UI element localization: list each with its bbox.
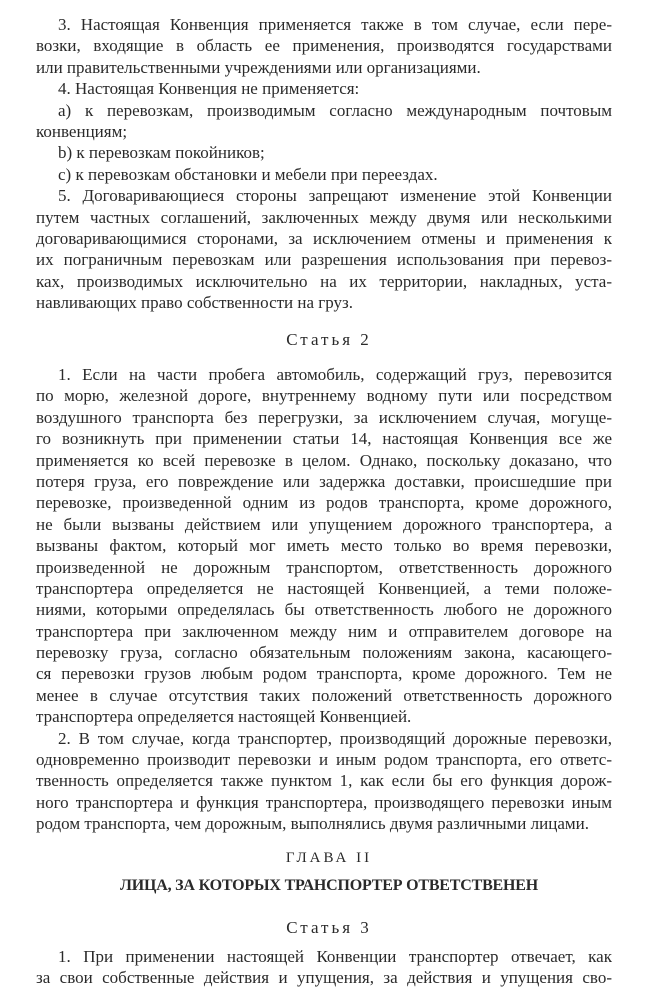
text-line: твенность определяется также пунктом 1, как если бы его функция дорож- — [36, 771, 612, 791]
paragraph — [36, 164, 612, 185]
article-3-text — [36, 946, 612, 989]
paragraph — [36, 364, 612, 728]
text-line: не были вызваны действием или упущением дорожного транспортера, а — [36, 514, 612, 534]
text-line: ного транспортера и функция транспортера, производящего перевозки иным — [36, 792, 612, 812]
text-line: ся перевозки грузов любым родом транспорта, кроме дорожного. Тем не — [36, 664, 612, 684]
article-2-heading: Статья 2 — [286, 330, 372, 349]
text-line: 4. Настоящая Конвенция не применяется: — [58, 79, 360, 99]
text-line: по морю, железной дороге, внутреннему водному пути или посредством — [36, 386, 612, 406]
text-line: 3. Настоящая Конвенция применяется также в том случае, если пере- — [58, 15, 612, 34]
text-line: а) к перевозкам, производимым согласно международным почтовым — [58, 100, 612, 120]
text-line: перевозку груза, согласно обязательным положениям закона, касающего- — [36, 643, 612, 663]
text-line: применяется ко всей перевозке в целом. Однако, поскольку доказано, что — [36, 450, 612, 470]
text-line: b) к перевозкам покойников; — [58, 143, 265, 163]
paragraph — [36, 185, 612, 313]
chapter-label: ГЛАВА II — [285, 850, 373, 866]
text-line: 1. Если на части пробега автомобиль, содержащий груз, перевозится — [58, 365, 612, 384]
text-line: ниями, которыми определялась бы ответственность любого не дорожного — [36, 600, 612, 620]
text-line: вызваны фактом, который мог иметь место только во время перевозки, — [36, 536, 612, 556]
text-line: с) к перевозкам обстановки и мебели при переездах. — [58, 164, 438, 184]
text-line: навливающих право собственности на груз. — [36, 293, 354, 313]
text-line: транспортера определяется настоящей Конвенцией. — [36, 707, 412, 727]
text-line: или правительственными учреждениями или организациями. — [36, 57, 481, 77]
text-line: транспортера при заключенном между ним и отправителем договоре на — [36, 621, 612, 641]
text-line: конвенциям; — [36, 121, 128, 141]
text-line: за свои собственные действия и упущения, за действия и упущения сво- — [36, 968, 612, 988]
text-line: путем частных соглашений, заключенных между двумя или несколькими — [36, 207, 612, 227]
text-line: произведенной не дорожным транспортом, ответственность дорожного — [36, 557, 612, 577]
text-line: 5. Договаривающиеся стороны запрещают изменение этой Конвенции — [58, 186, 612, 206]
text-line: договаривающимися сторонами, за исключением отмены и применения к — [36, 228, 612, 248]
paragraph — [36, 100, 612, 143]
paragraph — [36, 14, 612, 78]
text-line: воздушного транспорта без перегрузки, за исключением случая, могуще- — [36, 407, 612, 427]
article-2-text — [36, 364, 612, 835]
article-3-heading: Статья 3 — [286, 918, 372, 937]
text-line: их пограничным перевозкам или разрешения использования при перевоз- — [36, 250, 612, 270]
section-1-text — [36, 14, 612, 313]
text-line: 1. При применении настоящей Конвенции транспортер отвечает, как — [58, 947, 612, 966]
text-line: потеря груза, его повреждение или задержка доставки, происшедшие при — [36, 471, 612, 491]
text-line: транспортера определяется не настоящей Конвенцией, а теми положе- — [36, 578, 612, 598]
paragraph — [36, 78, 612, 99]
text-line: 2. В том случае, когда транспортер, производящий дорожные перевозки, — [58, 728, 612, 748]
text-line: перевозке, произведенной одним из родов транспорта, кроме дорожного, — [36, 493, 612, 513]
text-line: одновременно производит перевозки и иным родом транспорта, его ответс- — [36, 750, 612, 770]
text-line: менее в случае отсутствия таких положений ответственность дорожного — [36, 685, 612, 705]
text-line: возки, входящие в область ее применения, производятся государствами — [36, 36, 612, 56]
text-line: родом транспорта, чем дорожным, выполнялись двумя различными лицами. — [36, 814, 589, 834]
text-line: го возникнуть при применении статьи 14, настоящая Конвенция все же — [36, 429, 612, 449]
paragraph — [36, 946, 612, 989]
paragraph — [36, 728, 612, 835]
chapter-title: ЛИЦА, ЗА КОТОРЫХ ТРАНСПОРТЕР ОТВЕТСТВЕНЕН — [120, 877, 538, 894]
paragraph — [36, 142, 612, 163]
text-line: ках, производимых исключительно на их территории, накладных, уста- — [36, 271, 612, 291]
